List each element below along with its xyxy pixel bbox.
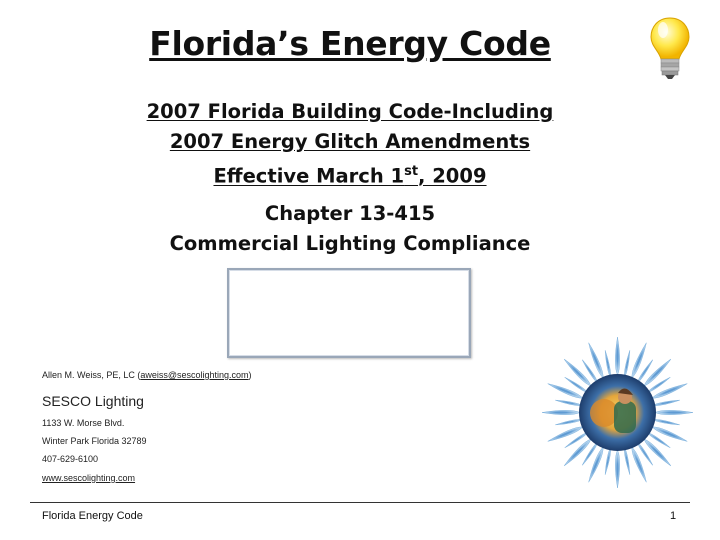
phone-line: 407-629-6100 bbox=[42, 454, 99, 464]
presenter-suffix: ) bbox=[248, 370, 252, 380]
subtitle-line-3-post: , 2009 bbox=[418, 164, 487, 188]
sun-logo-icon bbox=[540, 335, 695, 490]
presenter-name: Allen M. Weiss, PE, LC ( bbox=[42, 370, 141, 380]
presenter-line bbox=[42, 370, 252, 380]
chapter-line-1: Chapter 13-415 bbox=[264, 202, 436, 225]
company-name: SESCO Lighting bbox=[42, 393, 144, 409]
slide-title: Florida’s Energy Code bbox=[149, 24, 551, 63]
website-link[interactable]: www.sescolighting.com bbox=[42, 473, 136, 483]
light-bulb-icon bbox=[648, 16, 692, 82]
subtitle-line-1: 2007 Florida Building Code-Including bbox=[146, 100, 554, 123]
footer-title: Florida Energy Code bbox=[42, 510, 143, 522]
footer-divider bbox=[30, 502, 690, 503]
empty-picture-frame bbox=[227, 268, 471, 358]
presenter-email-link[interactable]: aweiss@sescolighting.com bbox=[140, 370, 249, 380]
chapter-line-2: Commercial Lighting Compliance bbox=[169, 232, 531, 255]
city-line: Winter Park Florida 32789 bbox=[42, 436, 147, 446]
subtitle-line-3 bbox=[0, 157, 700, 192]
page-number: 1 bbox=[670, 510, 677, 522]
subtitle-line-3-pre: Effective March 1 bbox=[213, 164, 405, 188]
address-line: 1133 W. Morse Blvd. bbox=[42, 418, 125, 428]
subtitle-superscript: st bbox=[404, 164, 419, 179]
subtitle-line-2: 2007 Energy Glitch Amendments bbox=[169, 130, 531, 153]
